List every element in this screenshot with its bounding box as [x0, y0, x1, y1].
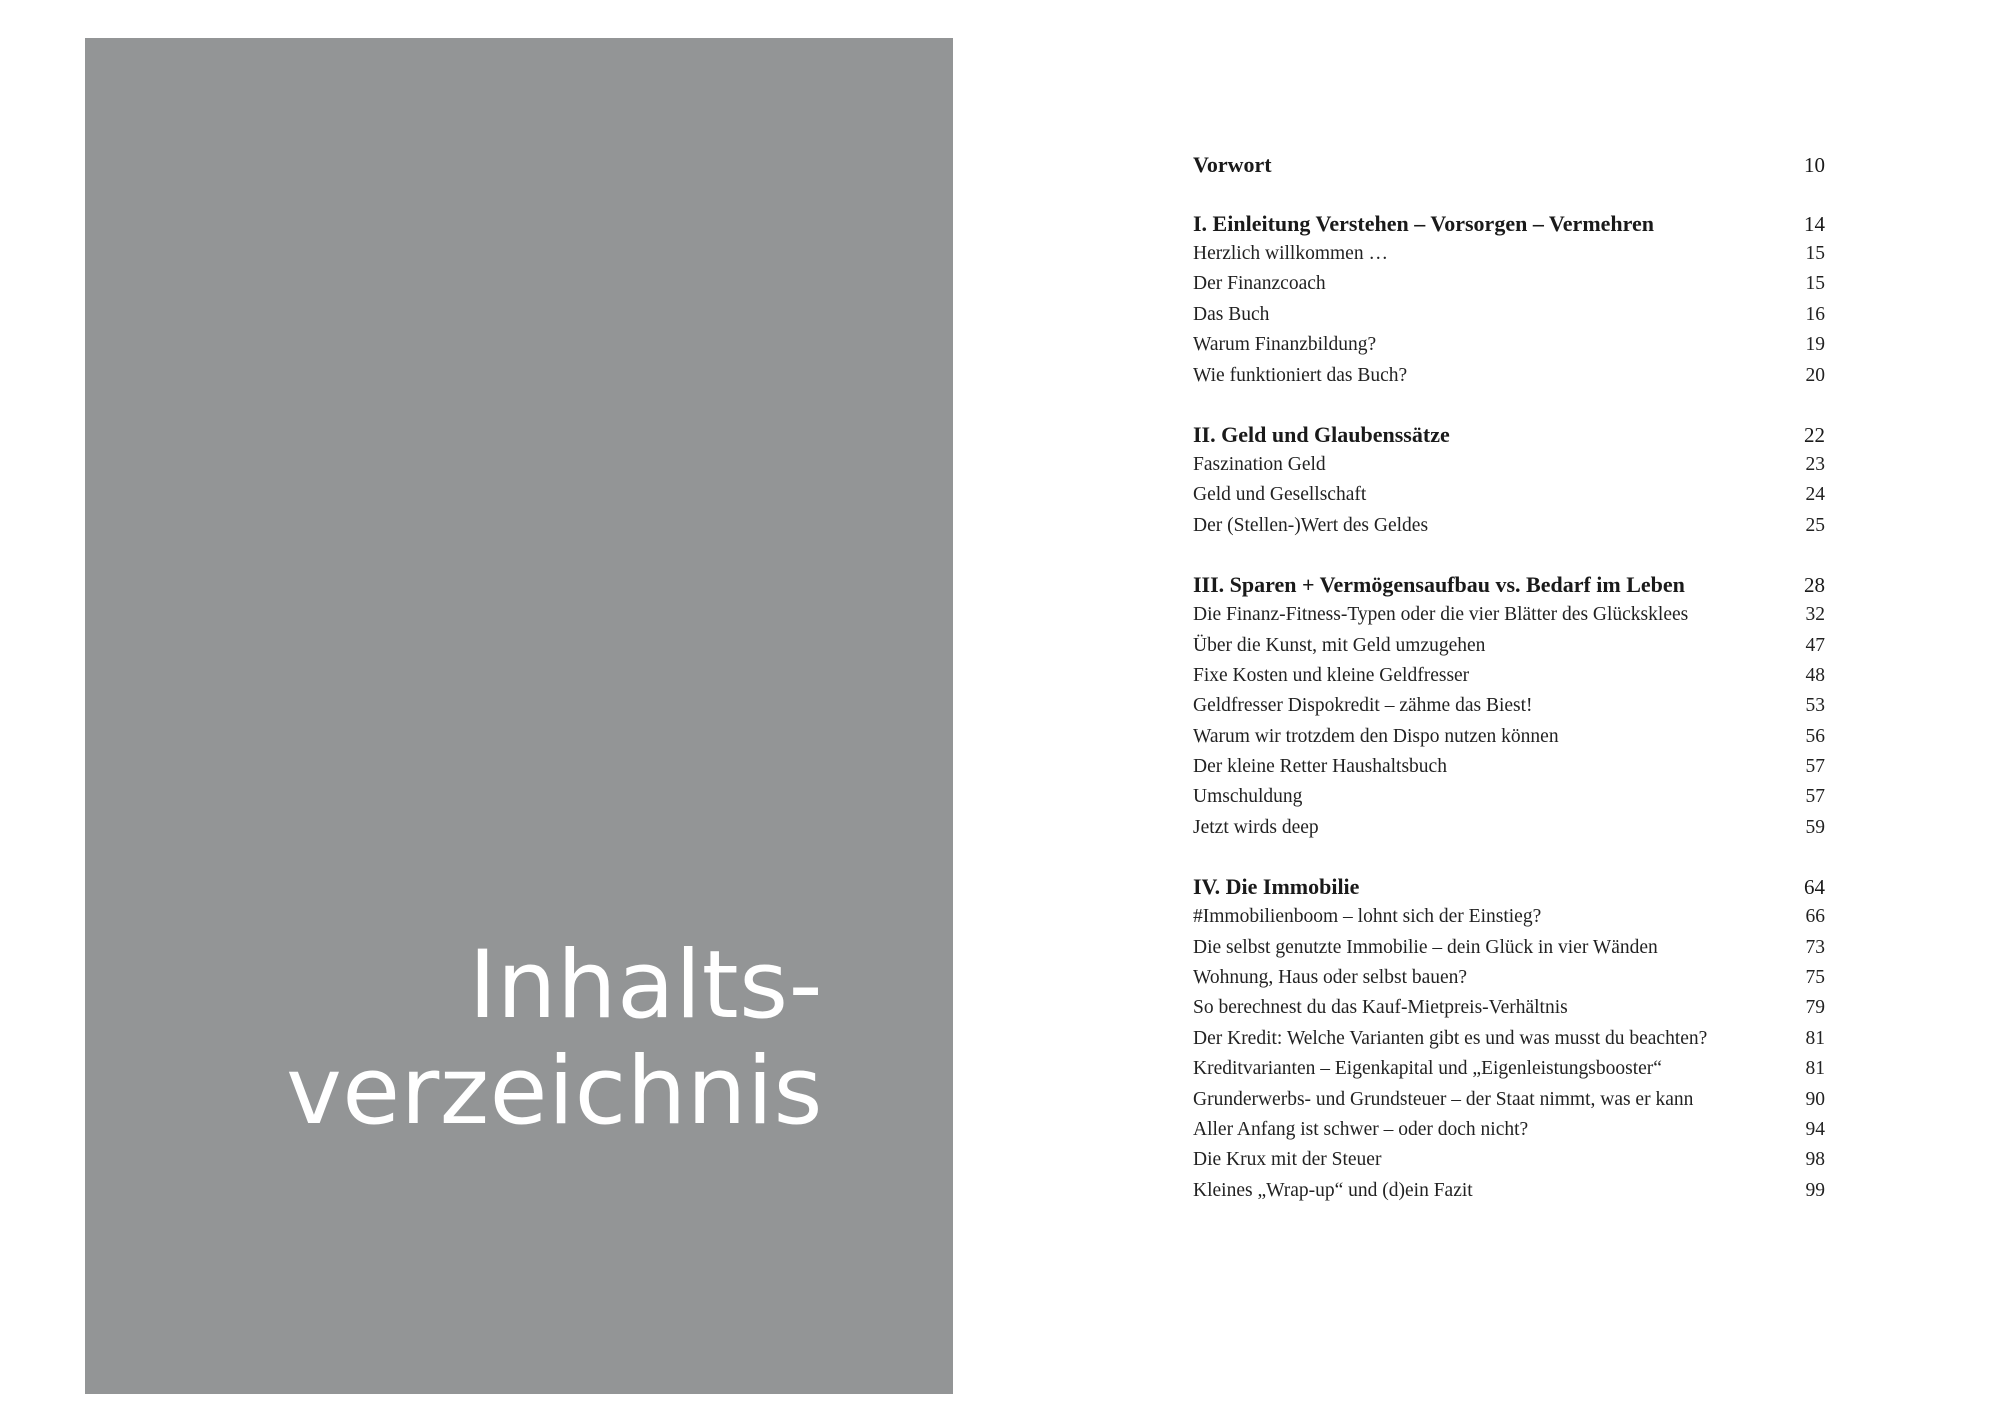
toc-heading [1193, 420, 1825, 450]
toc-entry-page: 48 [1805, 664, 1825, 686]
toc-entry-title: Kreditvarianten – Eigenkapital und „Eigenleistungsbooster“ [1193, 1058, 1662, 1080]
toc-entry [1193, 963, 1825, 993]
toc-entry-page: 75 [1805, 967, 1825, 989]
toc-entry-title: Fixe Kosten und kleine Geldfresser [1193, 664, 1470, 686]
toc-entry [1193, 1115, 1825, 1145]
toc-entry-page: 99 [1805, 1179, 1825, 1201]
toc-entry-title: Warum wir trotzdem den Dispo nutzen können [1193, 725, 1559, 747]
toc-entry-page: 81 [1805, 1058, 1825, 1080]
toc-entry [1193, 1145, 1825, 1175]
toc-heading [1193, 872, 1825, 902]
toc-heading-page: 22 [1804, 422, 1825, 447]
toc-entry [1193, 752, 1825, 782]
title-line-2: verzeichnis [286, 1037, 823, 1146]
toc-section-2 [1193, 420, 1825, 541]
toc-entry-page: 23 [1805, 453, 1825, 475]
toc-section-3 [1193, 570, 1825, 843]
toc-heading [1193, 209, 1825, 239]
title-line-1: Inhalts- [468, 931, 823, 1040]
toc-entry [1193, 631, 1825, 661]
toc-heading [1193, 150, 1825, 180]
toc-entry-page: 59 [1805, 816, 1825, 838]
toc-heading-title: IV. Die Immobilie [1193, 874, 1360, 900]
toc-entry [1193, 661, 1825, 691]
toc-entry-page: 25 [1805, 514, 1825, 536]
toc-entry-title: Über die Kunst, mit Geld umzugehen [1193, 634, 1486, 656]
toc-section-vorwort [1193, 150, 1825, 180]
toc-entry-page: 24 [1805, 484, 1825, 506]
toc-entry-page: 56 [1805, 725, 1825, 747]
toc-entry-title: #Immobilienboom – lohnt sich der Einstieg? [1193, 906, 1542, 928]
toc-entry-page: 73 [1805, 936, 1825, 958]
toc-entry-page: 57 [1805, 756, 1825, 778]
toc-entry-title: Umschuldung [1193, 786, 1303, 808]
toc-heading-page: 28 [1804, 573, 1825, 598]
toc-entry-title: Das Buch [1193, 303, 1270, 325]
toc-entry-page: 66 [1805, 906, 1825, 928]
toc-entry-title: Die selbst genutzte Immobilie – dein Glück in vier Wänden [1193, 936, 1658, 958]
toc-entry [1193, 361, 1825, 391]
page-title [286, 933, 823, 1145]
toc-entry-page: 32 [1805, 604, 1825, 626]
toc-entry [1193, 511, 1825, 541]
toc-entry-page: 90 [1805, 1088, 1825, 1110]
toc-entry-title: Der kleine Retter Haushaltsbuch [1193, 756, 1447, 778]
toc-entry-title: Aller Anfang ist schwer – oder doch nicht? [1193, 1118, 1529, 1140]
toc-entry-title: Geldfresser Dispokredit – zähme das Biest! [1193, 695, 1533, 717]
toc-entry-title: Herzlich willkommen … [1193, 243, 1388, 264]
toc-entry-title: Grunderwerbs- und Grundsteuer – der Staat nimmt, was er kann [1193, 1088, 1694, 1110]
toc-entry-page: 53 [1805, 695, 1825, 717]
toc-entry-page: 16 [1805, 303, 1825, 325]
toc-heading-page: 10 [1804, 153, 1825, 177]
toc-entry [1193, 239, 1825, 269]
toc-entry-page: 15 [1805, 243, 1825, 264]
toc-entry-title: Faszination Geld [1193, 453, 1326, 475]
toc-entry-title: Kleines „Wrap-up“ und (d)ein Fazit [1193, 1179, 1473, 1201]
toc-entry-page: 57 [1805, 786, 1825, 808]
toc-heading-page: 64 [1804, 875, 1825, 900]
toc-entry-page: 20 [1805, 364, 1825, 386]
toc-entry [1193, 1024, 1825, 1054]
toc-entry [1193, 782, 1825, 812]
toc-entry [1193, 450, 1825, 480]
toc-entry-title: Warum Finanzbildung? [1193, 334, 1377, 356]
toc-entry-page: 19 [1805, 334, 1825, 356]
toc-section-1 [1193, 209, 1825, 391]
toc-section-4 [1193, 872, 1825, 1206]
toc-entry-page: 98 [1805, 1149, 1825, 1171]
table-of-contents [1193, 150, 1825, 1206]
toc-entry [1193, 722, 1825, 752]
toc-heading-page: 14 [1804, 212, 1825, 236]
toc-entry [1193, 1176, 1825, 1206]
toc-entry [1193, 1054, 1825, 1084]
toc-heading-title: I. Einleitung Verstehen – Vorsorgen – Vermehren [1193, 211, 1655, 236]
toc-entry-title: Der (Stellen-)Wert des Geldes [1193, 514, 1429, 536]
toc-entry-title: Wie funktioniert das Buch? [1193, 364, 1408, 386]
toc-heading-title: II. Geld und Glaubenssätze [1193, 421, 1450, 447]
toc-entry [1193, 902, 1825, 932]
toc-entry-page: 81 [1805, 1027, 1825, 1049]
toc-entry-page: 94 [1805, 1118, 1825, 1140]
toc-entry [1193, 691, 1825, 721]
toc-entry-title: Jetzt wirds deep [1193, 816, 1319, 838]
toc-entry [1193, 269, 1825, 299]
toc-entry [1193, 1085, 1825, 1115]
toc-entry-title: Der Kredit: Welche Varianten gibt es und was musst du beachten? [1193, 1027, 1708, 1049]
left-page-panel [85, 38, 953, 1394]
toc-entry [1193, 330, 1825, 360]
toc-heading [1193, 570, 1825, 600]
toc-entry [1193, 813, 1825, 843]
toc-entry-page: 47 [1805, 634, 1825, 656]
toc-entry-title: Wohnung, Haus oder selbst bauen? [1193, 967, 1468, 989]
toc-entry-title: Die Finanz-Fitness-Typen oder die vier Blätter des Glücksklees [1193, 604, 1689, 626]
toc-entry [1193, 933, 1825, 963]
toc-entry [1193, 300, 1825, 330]
toc-entry [1193, 480, 1825, 510]
toc-entry-title: Geld und Gesellschaft [1193, 484, 1367, 506]
toc-heading-title: Vorwort [1193, 152, 1272, 177]
toc-entry-title: So berechnest du das Kauf-Mietpreis-Verhältnis [1193, 997, 1568, 1019]
toc-entry [1193, 600, 1825, 630]
toc-entry-page: 79 [1805, 997, 1825, 1019]
toc-entry-page: 15 [1805, 273, 1825, 295]
toc-entry-title: Der Finanzcoach [1193, 273, 1326, 295]
toc-entry-title: Die Krux mit der Steuer [1193, 1149, 1382, 1171]
toc-entry [1193, 993, 1825, 1023]
toc-heading-title: III. Sparen + Vermögensaufbau vs. Bedarf im Leben [1193, 572, 1685, 598]
